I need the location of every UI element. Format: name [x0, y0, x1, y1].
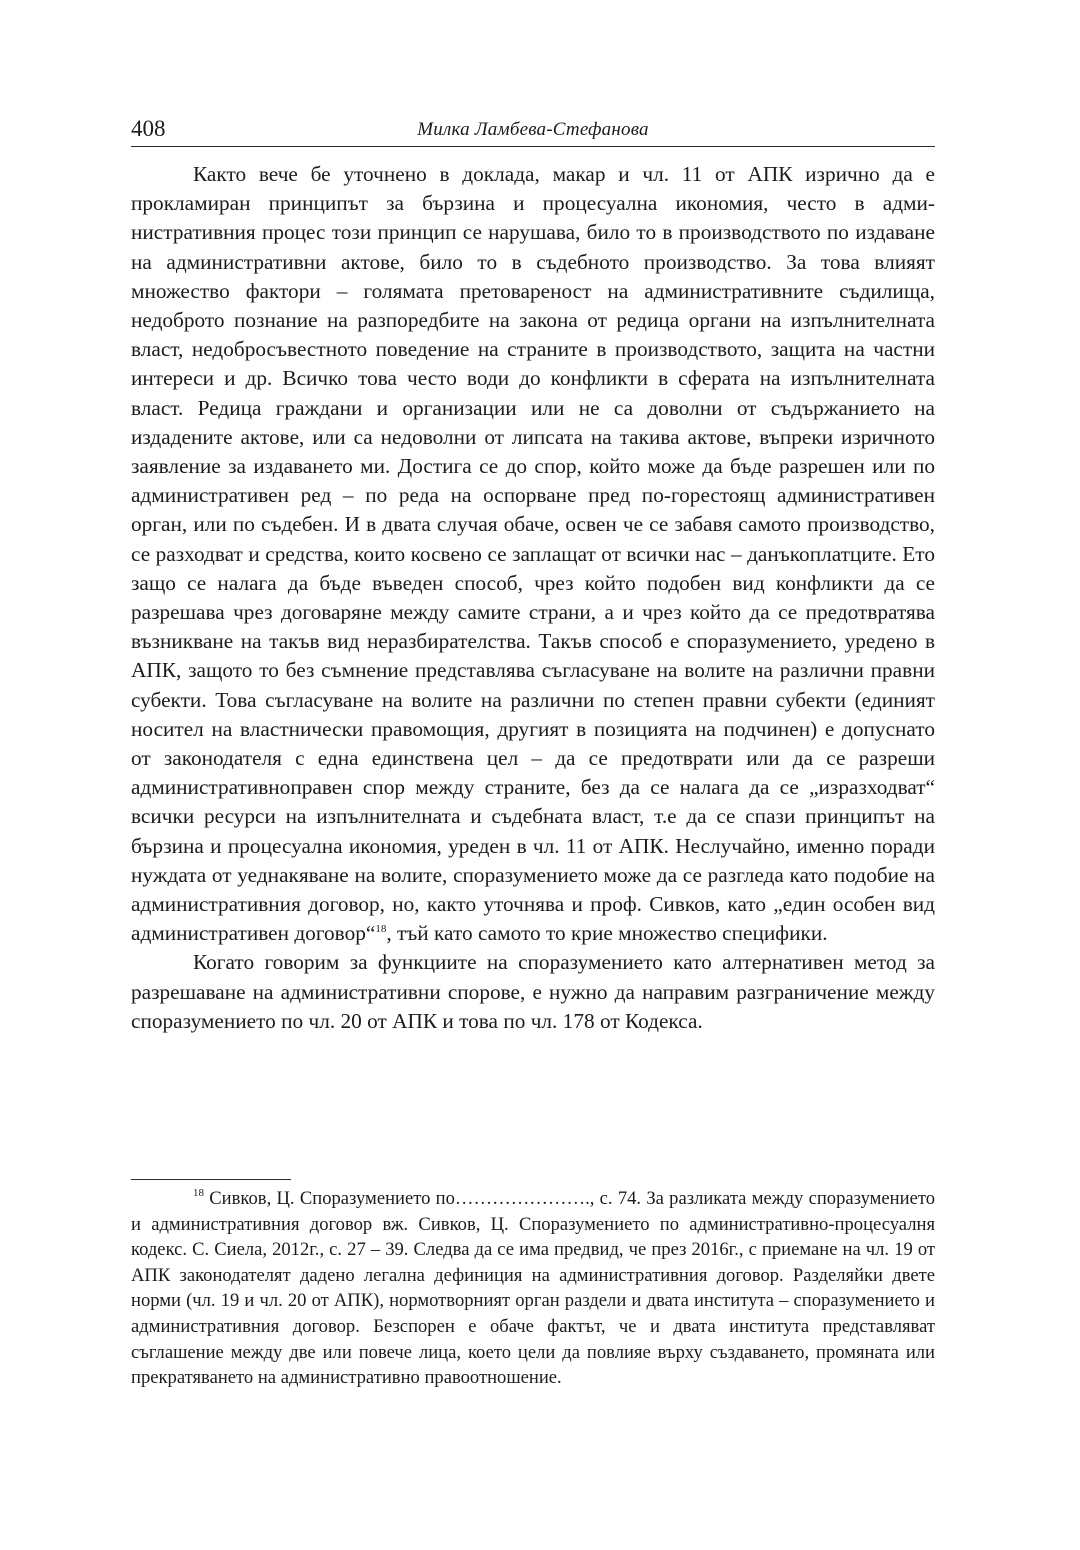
paragraph-text-tail: , тъй като самото то крие множество специфики.	[386, 921, 828, 946]
page-header	[131, 112, 935, 147]
page-number: 408	[131, 116, 166, 141]
paragraph: Когато говорим за функциите на споразумението като алтернативен метод за разрешаване на административни спорове, е нужно да направим разграничение между споразумението по чл. 20 от АПК и това по чл. 178 от Кодекса.	[131, 950, 935, 1033]
footnote-paragraph	[131, 1186, 935, 1391]
footnote-reference: 18	[375, 923, 387, 936]
paragraph-text: Както вече бе уточнено в доклада, макар и чл. 11 от АПК изрично да е прокламиран принципът за бързина и процесуална икономия, често в административния процес този принцип се нарушава, било то в производството по издаване на административни актове, било то в съдебното производство. За това влияят множество фактори – голямата претовареност на административните съдилища, недоброто познание на разпоредбите на закона от редица органи на изпълнителната власт, недобросъвестното поведение на страните в производството, защита на частни интереси и др. Всичко това често води до конфликти в сферата на изпълнителната власт. Редица граждани и организации или не са доволни от съдържанието на издадените актове, или са недоволни от липсата на такива актове, въпреки изричното заявление за издаването ми. Достига се до спор, който може да бъде разрешен или по административен ред – по реда на оспорване пред по-горестоящ административен орган, или по съдебен. И в двата случая обаче, освен че се забавя самото производство, се разходват и средства, които косвено се заплащат от всички нас – данъкоплатците. Ето защо се налага да бъде въведен способ, чрез който подобен вид конфликти да се разрешава чрез договаряне между самите страни, а и чрез който да се предотвратява възникване на такъв вид неразбирателства. Такъв способ е споразумението, уредено в АПК, защото то без съмнение представлява съгласуване на волите на различни правни субекти. Това съгласуване на волите на различни по степен правни субекти (единият носител на властнически правомощия, другият в позицията на подчинен) е допуснато от законодателя с една единствена цел – да се предотврати или да се разреши административноправен спор между страните, без да се налага да се „изразходват“ всички ресурси на изпълнителната и съдебната власт, т.е да се спази принципът на бързина и процесуална икономия, уреден в чл. 11 от АПК. Неслучайно, именно поради нуждата от уеднакяване на волите, споразумението може да се разгледа като подобие на административния договор, но, както уточнява и проф. Сивков, като „един особен вид административен договор“	[131, 162, 935, 946]
body-text	[131, 160, 935, 1036]
footnote-separator	[131, 1179, 291, 1180]
running-head-author: Милка Ламбева-Стефанова	[417, 119, 649, 140]
footnote	[131, 1186, 935, 1391]
footnote-number: 18	[193, 1187, 204, 1199]
footnote-text: Сивков, Ц. Споразумението по…………………., с. 74. За разликата между споразумението и административния договор вж. Сивков, Ц. Споразумението по административно-процесуалня кодекс. С. Сиела, 2012г., с. 27 – 39. Следва да се има предвид, че през 2016г., с приемане на чл. 19 от АПК законодателят дадено легална дефиниция на административния договор. Разделяйки двете норми (чл. 19 и чл. 20 от АПК), нормотворният орган раздели и двата института – споразумението и административния договор. Безспорен е обаче фактът, че и двата института представляват съглашение между две или повече лица, което цели да повлияе върху създаването, промяната или прекратяването на административно правоотношение.	[131, 1188, 935, 1389]
paragraph	[131, 160, 935, 948]
